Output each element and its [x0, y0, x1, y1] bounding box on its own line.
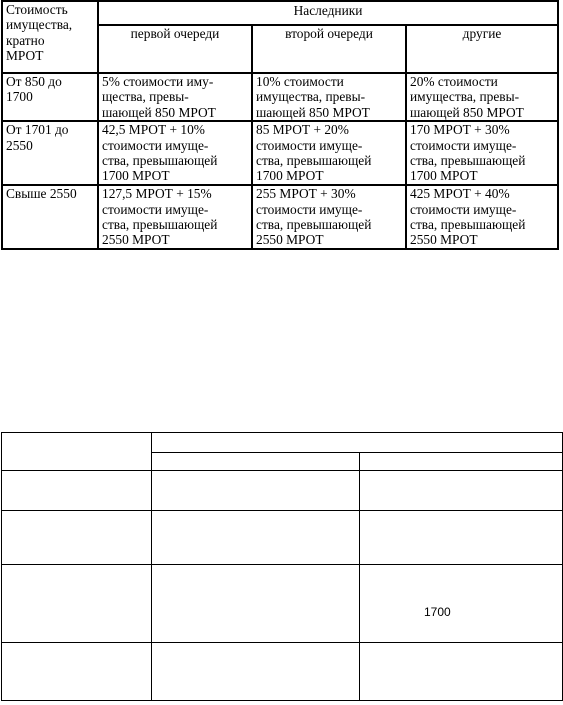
grid-cell: [360, 643, 563, 701]
grid-cell: [2, 511, 152, 565]
corner-line: имущества,: [6, 17, 73, 33]
table-cell: [98, 121, 252, 185]
cell-line: ства, превышающей: [102, 217, 218, 233]
empty-grid-table: [1, 432, 563, 701]
table-cell: [406, 185, 558, 249]
cell-line: имущества, превы-: [256, 89, 366, 105]
cell-line: 170 МРОТ + 30%: [410, 122, 510, 138]
cell-line: ства, превышающей: [256, 217, 372, 233]
grid-cell: [360, 471, 563, 511]
table-cell: [252, 185, 406, 249]
corner-line: Стоимость: [6, 2, 68, 17]
table-row: [2, 121, 558, 185]
cell-line: 255 МРОТ + 30%: [256, 186, 356, 202]
row-label: [2, 121, 98, 185]
grid-subheader-cell: [360, 453, 563, 471]
grid-cell: [360, 511, 563, 565]
table-cell: [406, 121, 558, 185]
row-label-line: От 1701 до: [6, 122, 69, 138]
column-header-second-order: второй очереди: [252, 25, 406, 73]
table-cell: [252, 73, 406, 121]
cell-line: стоимости имуще-: [256, 137, 363, 153]
cell-line: ства, превышающей: [410, 217, 526, 233]
cell-line: стоимости имуще-: [410, 201, 517, 217]
row-label-line: 2550: [6, 137, 33, 153]
grid-corner-cell: [2, 433, 152, 471]
table-cell: [98, 185, 252, 249]
grid-value: 1700: [424, 605, 451, 619]
row-label-line: Свыше 2550: [6, 186, 77, 202]
cell-line: ства, превышающей: [256, 153, 372, 169]
grid-cell: [152, 471, 360, 511]
cell-line: 2550 МРОТ: [410, 232, 478, 248]
row-label-line: От 850 до: [6, 74, 62, 89]
table-row: [2, 471, 563, 511]
cell-line: ства, превышающей: [410, 153, 526, 169]
cell-line: стоимости имуще-: [256, 201, 363, 217]
table-row: [2, 511, 563, 565]
table-row: [2, 185, 558, 249]
table-row: [2, 565, 563, 643]
cell-line: щества, превы-: [102, 89, 189, 105]
cell-line: 127,5 МРОТ + 15%: [102, 186, 212, 202]
table-row: [2, 73, 558, 121]
grid-cell: [2, 565, 152, 643]
corner-line: МРОТ: [6, 48, 44, 64]
table-row: [2, 643, 563, 701]
grid-cell: [152, 643, 360, 701]
cell-line: шающей 850 МРОТ: [410, 104, 524, 120]
cell-line: имущества, превы-: [410, 89, 520, 105]
grid-cell: [2, 643, 152, 701]
cell-line: 425 МРОТ + 40%: [410, 186, 510, 202]
cell-line: 1700 МРОТ: [256, 168, 324, 184]
cell-line: 10% стоимости: [256, 74, 344, 89]
row-label: [2, 73, 98, 121]
grid-cell: [360, 565, 563, 643]
cell-line: 5% стоимости иму-: [102, 74, 214, 89]
table-cell: [406, 73, 558, 121]
column-header-first-order: первой очереди: [98, 25, 252, 73]
cell-line: 42,5 МРОТ + 10%: [102, 122, 205, 138]
heirs-header: Наследники: [98, 1, 558, 25]
corner-line: кратно: [6, 32, 45, 48]
cell-line: стоимости имуще-: [102, 137, 209, 153]
cell-line: шающей 850 МРОТ: [102, 104, 216, 120]
cell-line: 20% стоимости: [410, 74, 498, 89]
cell-line: стоимости имуще-: [102, 201, 209, 217]
cell-line: 1700 МРОТ: [102, 168, 170, 184]
cell-line: 85 МРОТ + 20%: [256, 122, 349, 138]
cell-line: шающей 850 МРОТ: [256, 104, 370, 120]
table-cell: [98, 73, 252, 121]
cell-line: 1700 МРОТ: [410, 168, 478, 184]
grid-cell: [2, 471, 152, 511]
grid-cell: [152, 565, 360, 643]
cell-line: стоимости имуще-: [410, 137, 517, 153]
grid-subheader-cell: [152, 453, 360, 471]
cell-line: ства, превышающей: [102, 153, 218, 169]
grid-cell: [152, 511, 360, 565]
cell-line: 2550 МРОТ: [102, 232, 170, 248]
corner-header-cell: [2, 1, 98, 73]
column-header-others: другие: [406, 25, 558, 73]
row-label: [2, 185, 98, 249]
table-cell: [252, 121, 406, 185]
row-label-line: 1700: [6, 89, 33, 105]
grid-header-cell: [152, 433, 563, 453]
inheritance-tax-table: [1, 0, 559, 250]
cell-line: 2550 МРОТ: [256, 232, 324, 248]
